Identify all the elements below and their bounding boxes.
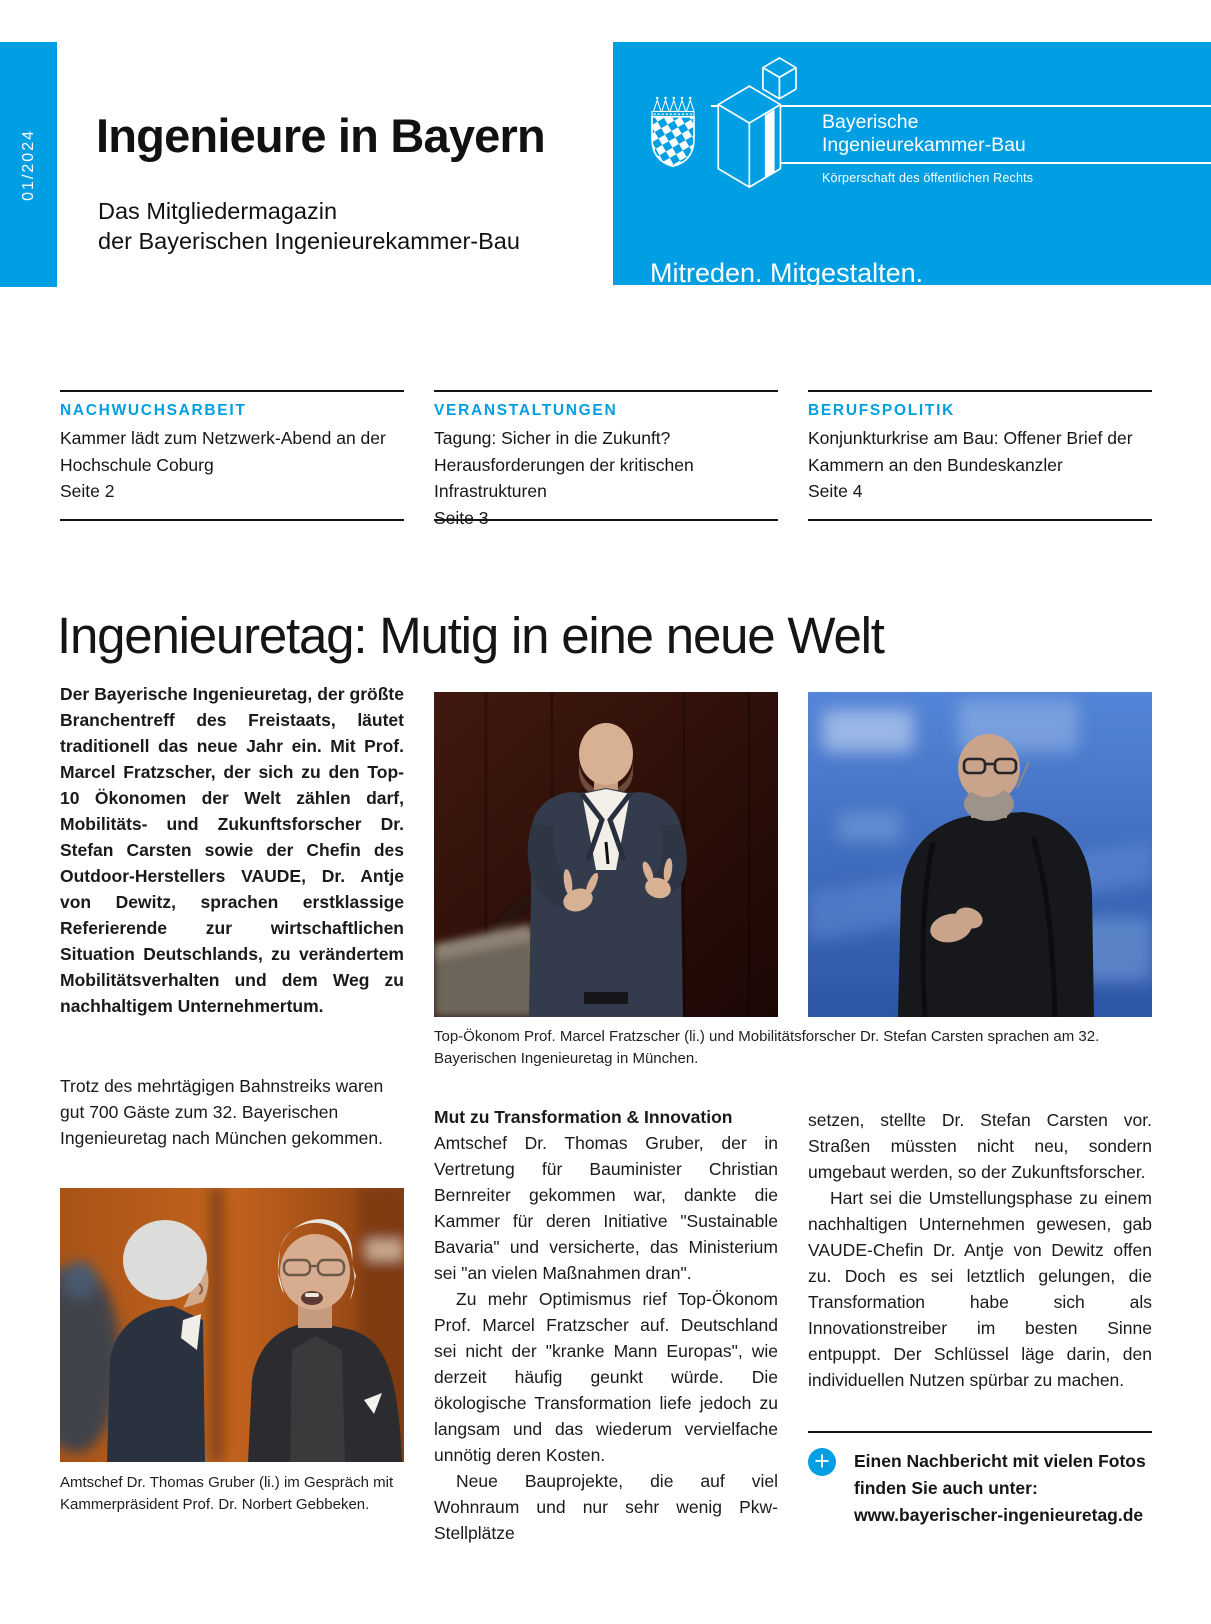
infobox-url[interactable]: www.bayerischer-ingenieuretag.de	[854, 1505, 1144, 1525]
org-subline: Körperschaft des öffentlichen Rechts	[822, 171, 1034, 185]
more-info-box	[808, 1431, 1152, 1529]
article-lead: Der Bayerische Ingenieuretag, der größte Branchentreff des Freistaats, läutet traditionell das neue Jahr ein. Mit Prof. Marcel Fratzscher, der sich zu den Top-10 Ökonomen der Welt zählen darf, Mobilitäts- und Zukunftsforscher Dr. Stefan Carsten sowie der Chefin des Outdoor-Herstellers VAUDE, Dr. Antje von Dewitz, sprachen erstklassige Referierende zur wirtschaftlichen Situation Deutschlands, zu verändertem Mobilitätsverhalten und dem Weg zu nachhaltigem Unternehmertum.	[60, 684, 404, 1016]
article-column-2	[434, 1104, 778, 1546]
infobox-line2: finden Sie auch unter:	[854, 1478, 1038, 1498]
org-tagline: Mitreden. Mitgestalten.	[650, 258, 924, 288]
article-paragraph: Zu mehr Optimismus rief Top-Ökonom Prof. Marcel Fratzscher auf. Deutschland sei nicht der "kranke Mann Europas", wie derzeit häufig geunkt würde. Die ökologische Transformation liefe jedoch zu langsam und das wiederum vervielfache unnötig deren Kosten.	[434, 1289, 778, 1465]
article-paragraph: Neue Bauprojekte, die auf viel Wohnraum und nur sehr wenig Pkw-Stellplätze	[434, 1471, 778, 1543]
chamber-cube-icon	[711, 56, 811, 192]
photo-speaker-carsten	[808, 692, 1152, 1017]
article-headline: Ingenieuretag: Mutig in eine neue Welt	[57, 607, 884, 665]
brand-rule-bottom	[773, 162, 1211, 164]
article-paragraph: setzen, stellte Dr. Stefan Carsten vor. Straßen müssten nicht neu, sondern umgebaut werden, so der Zukunftsforscher.	[808, 1110, 1152, 1182]
teaser-category: VERANSTALTUNGEN	[434, 402, 618, 419]
issue-bar	[0, 42, 57, 287]
teaser-page-ref: Seite 2	[60, 481, 115, 501]
org-name	[822, 111, 1026, 157]
teaser-nachwuchsarbeit[interactable]	[60, 390, 404, 521]
chamber-brand-box	[613, 42, 1211, 288]
teaser-text: Tagung: Sicher in die Zukunft? Herausforderungen der kritischen Infrastrukturen	[434, 428, 694, 501]
article-intro-paragraph: Trotz des mehrtägigen Bahnstreiks waren gut 700 Gäste zum 32. Bayerischen Ingenieuretag nach München gekommen.	[60, 1076, 384, 1148]
magazine-subtitle-line1: Das Mitgliedermagazin	[98, 198, 338, 224]
bavaria-shield-icon	[648, 92, 698, 170]
photo-speaker-fratzscher	[434, 692, 778, 1017]
teaser-page-ref: Seite 4	[808, 481, 863, 501]
article-subhead: Mut zu Transformation & Innovation	[434, 1107, 733, 1127]
photo-caption-top: Top-Ökonom Prof. Marcel Fratzscher (li.) und Mobilitätsforscher Dr. Stefan Carsten sprachen am 32. Bayerischen Ingenieuretag in München.	[434, 1028, 1100, 1067]
teaser-category: NACHWUCHSARBEIT	[60, 402, 247, 419]
org-name-line1: Bayerische	[822, 111, 919, 133]
teaser-berufspolitik[interactable]	[808, 390, 1152, 521]
plus-icon: +	[808, 1448, 836, 1476]
teaser-page-ref: Seite 3	[434, 507, 489, 528]
article-column-3	[808, 1107, 1152, 1393]
teaser-category: BERUFSPOLITIK	[808, 402, 955, 419]
issue-number: 01/2024	[19, 128, 37, 201]
org-name-line2: Ingenieurekammer-Bau	[822, 134, 1026, 156]
article-paragraph: Hart sei die Umstellungsphase zu einem nachhaltigen Unternehmen gewesen, gab VAUDE-Chefin Dr. Antje von Dewitz offen zu. Doch es sei letztlich gelungen, die Transformation habe sich als Innovationstreiber im besten Sinne entpuppt. Der Schlüssel läge darin, den individuellen Nutzen spürbar zu machen.	[808, 1188, 1152, 1390]
photo-caption-left: Amtschef Dr. Thomas Gruber (li.) im Gespräch mit Kammerpräsident Prof. Dr. Norbert Gebbeken.	[60, 1474, 394, 1513]
teaser-text: Konjunkturkrise am Bau: Offener Brief der Kammern an den Bundeskanzler	[808, 428, 1133, 475]
teaser-text: Kammer lädt zum Netzwerk-Abend an der Hochschule Coburg	[60, 428, 386, 475]
article-paragraph: Amtschef Dr. Thomas Gruber, der in Vertretung für Bauminister Christian Bernreiter gekommen war, dankte die Kammer für deren Initiative "Sustainable Bavaria" und versicherte, das Ministerium sei "an vielen Maßnahmen dran".	[434, 1133, 778, 1283]
photo-gruber-gebbeken	[60, 1188, 404, 1462]
infobox-line1: Einen Nachbericht mit vielen Fotos	[854, 1451, 1146, 1471]
magazine-subtitle	[98, 196, 520, 256]
magazine-title: Ingenieure in Bayern	[96, 109, 545, 162]
teaser-veranstaltungen[interactable]	[434, 390, 778, 528]
magazine-subtitle-line2: der Bayerischen Ingenieurekammer-Bau	[98, 228, 520, 254]
